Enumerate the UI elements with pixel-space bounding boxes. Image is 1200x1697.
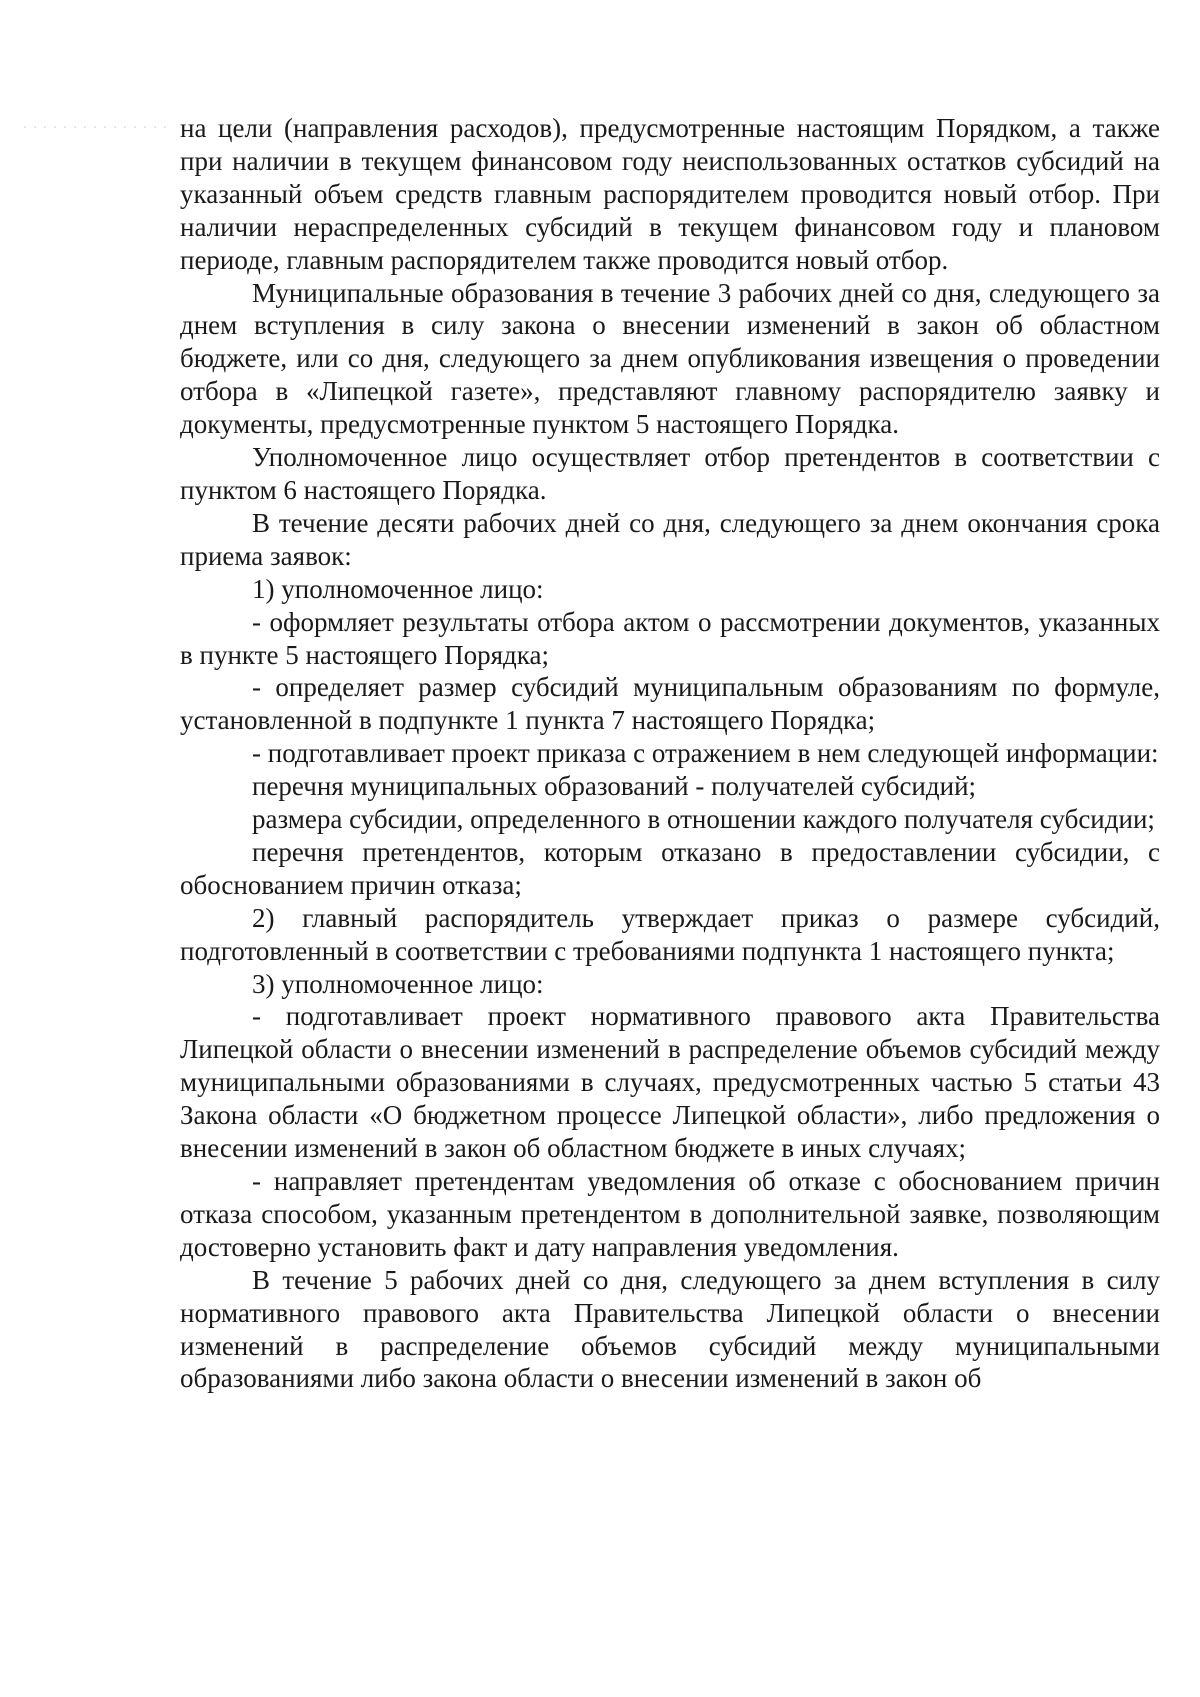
paragraph-selection: Уполномоченное лицо осуществляет отбор претендентов в соответствии с пунктом 6 настоящего Порядка. <box>180 442 1160 505</box>
list-subitem-formula: - определяет размер субсидий муниципальным образованиям по формуле, установленной в подпункте 1 пункта 7 настоящего Порядка; <box>180 672 1160 736</box>
list-subitem-refusals: перечня претендентов, которым отказано в предоставлении субсидии, с обоснованием причин отказа; <box>180 836 1160 900</box>
list-item-2: 2) главный распорядитель утверждает приказ о размере субсидий, подготовленный в соответствии с требованиями подпункта 1 настоящего пункта; <box>180 902 1160 966</box>
scan-artifact <box>20 126 170 128</box>
list-subitem-legal-act: - подготавливает проект нормативного правового акта Правительства Липецкой области о внесении изменений в распределение объемов субсидий между муниципальными образованиями в случаях, предусмотренных частью 5 статьи 43 Закона области «О бюджетном процессе Липецкой области», либо предложения о внесении изменений в закон об областном бюджете в иных случаях; <box>180 1001 1160 1164</box>
list-subitem-recipients: перечня муниципальных образований - получателей субсидий; <box>252 771 977 802</box>
list-item-1: 1) уполномоченное лицо: <box>252 573 544 604</box>
list-item-3: 3) уполномоченное лицо: <box>252 968 544 999</box>
list-subitem-act: - оформляет результаты отбора актом о рассмотрении документов, указанных в пункте 5 настоящего Порядка; <box>180 606 1160 670</box>
paragraph-municipal-application: Муниципальные образования в течение 3 рабочих дней со дня, следующего за днем вступления в силу закона о внесении изменений в закон об областном бюджете, или со дня, следующего за днем опубликования извещения о проведении отбора в «Липецкой газете», представляют главному распорядителю заявку и документы, предусмотренные пунктом 5 настоящего Порядка. <box>180 277 1160 440</box>
list-subitem-order-draft: - подготавливает проект приказа с отражением в нем следующей информации: <box>252 738 1159 769</box>
paragraph-five-days: В течение 5 рабочих дней со дня, следующего за днем вступления в силу нормативного правового акта Правительства Липецкой области о внесении изменений в распределение объемов субсидий между муниципальными образованиями либо закона области о внесении изменений в закон об <box>180 1264 1160 1394</box>
paragraph-continuation: на цели (направления расходов), предусмотренные настоящим Порядком, а также при наличии в текущем финансовом году неиспользованных остатков субсидий на указанный объем средств главным распорядителем проводится новый отбор. При наличии нераспределенных субсидий в текущем финансовом году и плановом периоде, главным распорядителем также проводится новый отбор. <box>180 113 1160 275</box>
list-subitem-notification: - направляет претендентам уведомления об отказе с обоснованием причин отказа способом, указанным претендентом в дополнительной заявке, позволяющим достоверно установить факт и дату направления уведомления. <box>180 1166 1160 1262</box>
document-body <box>180 112 1160 1395</box>
paragraph-ten-days: В течение десяти рабочих дней со дня, следующего за днем окончания срока приема заявок: <box>180 507 1160 571</box>
list-subitem-amount: размера субсидии, определенного в отношении каждого получателя субсидии; <box>252 804 1155 835</box>
